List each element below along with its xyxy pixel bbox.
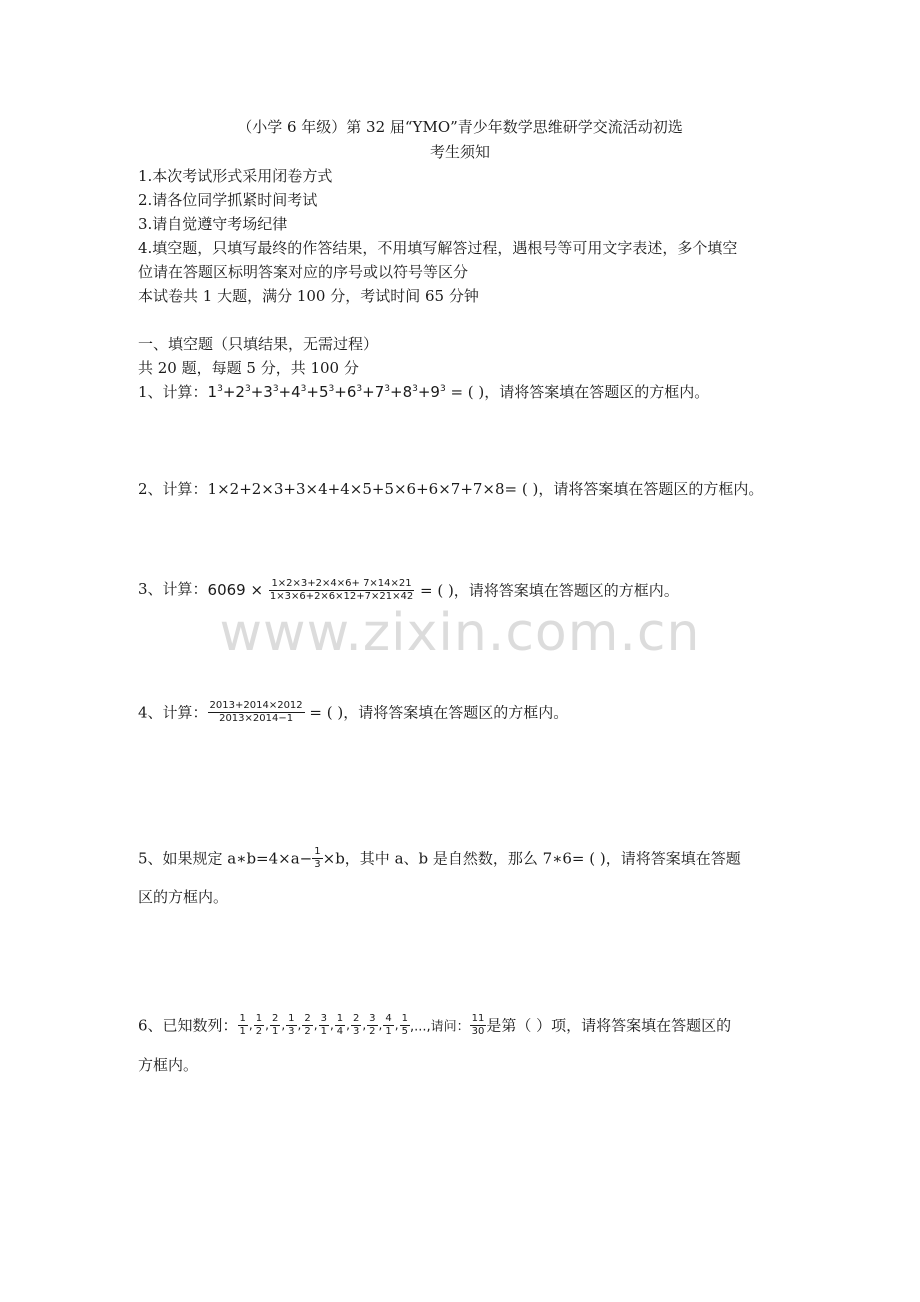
sequence-numerator: 4 — [385, 1013, 392, 1024]
sequence-comma: , — [378, 1018, 383, 1032]
section-info: 共 20 题，每题 5 分，共 100 分 — [138, 359, 359, 377]
question-1-prefix: 1、计算： — [138, 383, 208, 401]
question-5-continued: 区的方框内。 — [138, 888, 229, 906]
sequence-denominator: 3 — [288, 1025, 295, 1037]
question-5-part-2: ×b，其中 a、b 是自然数，那么 7∗6= ( )，请将答案填在答题 — [322, 849, 741, 868]
plus-sign: + — [362, 383, 375, 401]
sequence-fraction — [286, 1013, 296, 1037]
plus-sign: + — [417, 383, 431, 401]
sequence-comma: , — [297, 1018, 302, 1032]
sequence-comma: , — [281, 1018, 286, 1032]
cube-base: $4^3$ — [291, 383, 307, 401]
cube-exponent: 3 — [439, 384, 446, 394]
question-4-numerator: 2013+2014×2012 — [209, 700, 303, 711]
question-1 — [138, 381, 709, 402]
sequence-denominator: 1 — [239, 1025, 246, 1037]
question-5-part-1: 5、如果规定 a∗b=4×a− — [138, 849, 313, 868]
sequence-numerator: 1 — [401, 1013, 408, 1024]
sequence-numerator: 2 — [271, 1013, 279, 1024]
cube-base: $2^3$ — [235, 383, 251, 401]
cube-base: $1^3$ — [207, 383, 223, 401]
document-subtitle: 考生须知 — [429, 143, 490, 161]
cube-exponent: 3 — [356, 384, 363, 394]
question-2: 2、计算：1×2+2×3+3×4+4×5+5×6+6×7+7×8= ( )，请将答案填在答题区的方框内。 — [138, 480, 764, 498]
sequence-fraction — [400, 1013, 410, 1037]
cube-exponent: 3 — [300, 384, 307, 394]
question-6-target-denominator: 30 — [471, 1025, 485, 1037]
sequence-fraction — [302, 1013, 312, 1037]
question-1-expression — [208, 383, 446, 401]
question-6-sequence — [238, 1013, 410, 1037]
question-4-suffix: = ( )，请将答案填在答题区的方框内。 — [304, 703, 569, 722]
sequence-comma: , — [313, 1018, 318, 1032]
question-4-fraction — [208, 700, 305, 724]
cube-exponent: 3 — [328, 384, 335, 394]
sequence-denominator: 2 — [369, 1025, 376, 1037]
question-3-prefix: 3、计算： — [138, 580, 208, 598]
question-6-target-numerator: 11 — [471, 1013, 485, 1024]
question-4-prefix: 4、计算： — [138, 703, 208, 722]
question-3 — [138, 578, 679, 602]
sequence-denominator: 2 — [304, 1025, 311, 1037]
sequence-fraction — [383, 1013, 393, 1037]
question-6-suffix: 是第（ ）项，请将答案填在答题区的 — [486, 1016, 732, 1035]
sequence-numerator: 1 — [288, 1013, 295, 1024]
question-5 — [138, 846, 741, 870]
sequence-numerator: 1 — [336, 1013, 344, 1024]
cube-exponent: 3 — [412, 384, 418, 394]
cube-base: $6^3$ — [346, 383, 363, 401]
sequence-denominator: 1 — [320, 1025, 327, 1037]
sequence-fraction — [319, 1013, 329, 1037]
question-3-fraction — [268, 578, 415, 602]
sequence-comma: , — [346, 1018, 350, 1032]
cube-exponent: 3 — [244, 384, 251, 394]
question-6-prefix: 6、已知数列： — [138, 1016, 238, 1035]
document-title: （小学 6 年级）第 32 届“YMO”青少年数学思维研学交流活动初选 — [237, 118, 683, 136]
notice-item-2: 2.请各位同学抓紧时间考试 — [138, 191, 318, 209]
question-3-denominator: 1×3×6+2×6×12+7×21×42 — [269, 590, 414, 602]
plus-sign: + — [389, 383, 403, 401]
question-6 — [138, 1013, 731, 1037]
sequence-numerator: 1 — [255, 1013, 263, 1024]
exam-info: 本试卷共 1 大题，满分 100 分，考试时间 65 分钟 — [138, 287, 479, 305]
sequence-comma: , — [394, 1018, 399, 1032]
sequence-fraction — [351, 1013, 361, 1037]
plus-sign: + — [334, 383, 347, 401]
cube-exponent: 3 — [384, 384, 390, 394]
notice-item-1: 1.本次考试形式采用闭卷方式 — [138, 167, 333, 185]
sequence-denominator: 3 — [352, 1025, 360, 1037]
notice-item-4-continued: 位请在答题区标明答案对应的序号或以符号等区分 — [138, 263, 469, 281]
cube-base: $7^3$ — [374, 383, 390, 401]
cube-exponent: 3 — [272, 384, 279, 394]
question-3-numerator: 1×2×3+2×4×6+ 7×14×21 — [271, 578, 412, 589]
sequence-numerator: 1 — [239, 1013, 246, 1024]
notice-item-4: 4.填空题，只填写最终的作答结果，不用填写解答过程，遇根号等可用文字表述，多个填空 — [138, 239, 738, 257]
notice-item-3: 3.请自觉遵守考场纪律 — [138, 215, 288, 233]
section-heading: 一、填空题（只填结果，无需过程） — [138, 335, 379, 353]
sequence-fraction — [367, 1013, 377, 1037]
cube-base: $5^3$ — [318, 383, 335, 401]
question-6-continued: 方框内。 — [138, 1056, 199, 1074]
watermark: www.zixin.com.cn — [219, 603, 701, 663]
sequence-comma: , — [265, 1018, 269, 1032]
question-5-fraction-numerator: 1 — [314, 846, 321, 857]
sequence-numerator: 3 — [369, 1013, 376, 1024]
question-6-sequence-tail: ,...,请问： — [409, 1019, 470, 1035]
sequence-numerator: 2 — [304, 1013, 311, 1024]
question-5-fraction-denominator: 3 — [314, 858, 321, 870]
sequence-fraction — [335, 1013, 345, 1037]
sequence-denominator: 4 — [336, 1025, 344, 1037]
sequence-comma: , — [248, 1018, 253, 1032]
cube-base: $3^3$ — [263, 383, 279, 401]
sequence-fraction — [238, 1013, 248, 1037]
plus-sign: + — [278, 383, 292, 401]
plus-sign: + — [222, 383, 236, 401]
plus-sign: + — [306, 383, 319, 401]
sequence-denominator: 5 — [401, 1025, 408, 1037]
question-4-denominator: 2013×2014−1 — [219, 712, 294, 724]
cube-base: $9^3$ — [430, 383, 446, 401]
sequence-numerator: 3 — [320, 1013, 327, 1024]
sequence-comma: , — [329, 1018, 334, 1032]
question-3-lead: 6069 × — [207, 581, 264, 599]
sequence-denominator: 1 — [271, 1025, 279, 1037]
cube-base: $8^3$ — [402, 383, 418, 401]
question-1-suffix: = ( )，请将答案填在答题区的方框内。 — [445, 383, 710, 401]
cube-exponent: 3 — [217, 384, 223, 394]
sequence-fraction — [270, 1013, 280, 1037]
sequence-denominator: 2 — [255, 1025, 263, 1037]
question-3-suffix: = ( )，请将答案填在答题区的方框内。 — [415, 581, 679, 600]
plus-sign: + — [250, 383, 264, 401]
sequence-comma: , — [362, 1018, 367, 1032]
sequence-denominator: 1 — [385, 1025, 392, 1037]
sequence-numerator: 2 — [352, 1013, 360, 1024]
question-4 — [138, 700, 568, 724]
sequence-fraction — [254, 1013, 264, 1037]
question-6-target-fraction — [470, 1013, 487, 1037]
question-5-fraction — [312, 846, 322, 870]
